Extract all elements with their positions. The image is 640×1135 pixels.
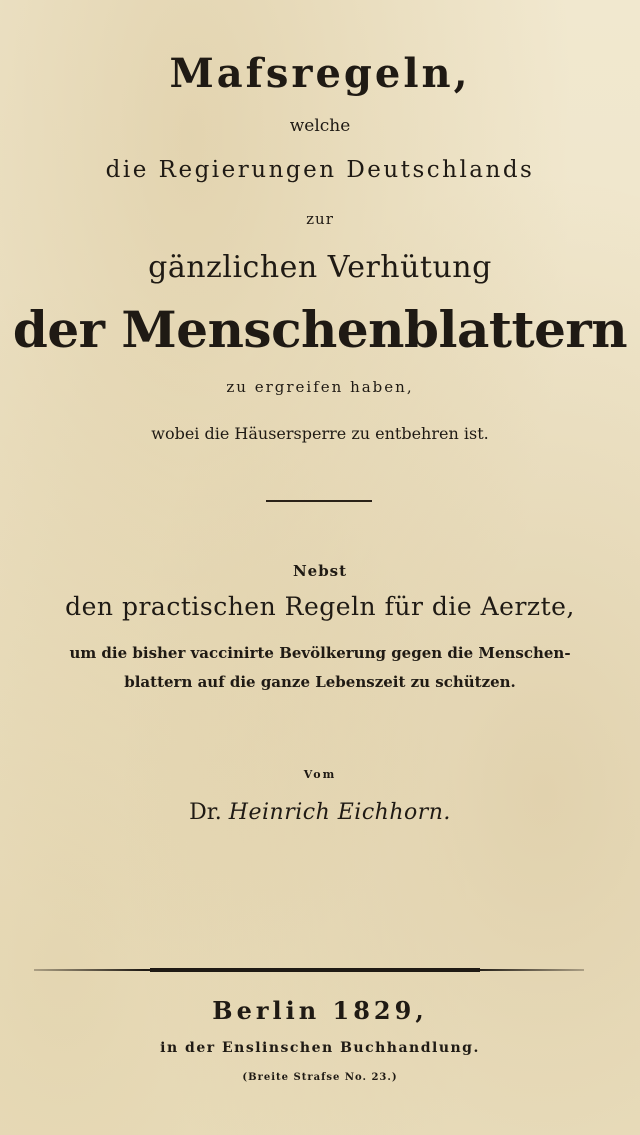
subtitle-welche: welche	[289, 116, 351, 136]
practical-rules-line: den practischen Regeln für die Aerzte,	[65, 592, 575, 621]
author-line	[0, 800, 640, 825]
vaccination-line-2: blattern auf die ganze Lebenszeit zu schützen.	[124, 673, 516, 691]
place-year: Berlin 1829,	[212, 996, 428, 1025]
nebst-label: Nebst	[292, 562, 348, 580]
subtitle-regierungen: die Regierungen Deutschlands	[105, 157, 535, 183]
subtitle-zur: zur	[306, 210, 334, 228]
subtitle-ergreifen: zu ergreifen haben,	[226, 378, 414, 396]
subtitle-haeusersperre: wobei die Häusersperre zu entbehren ist.	[151, 424, 489, 443]
publisher: in der Enslinschen Buchhandlung.	[160, 1040, 480, 1056]
publisher-address: (Breite Strafse No. 23.)	[242, 1072, 398, 1083]
author-name: Heinrich Eichhorn.	[228, 800, 451, 825]
vom-label: Vom	[303, 768, 337, 781]
title: Mafsregeln,	[169, 50, 471, 97]
subtitle-verhuetung: gänzlichen Verhütung	[148, 250, 492, 285]
main-heading: der Menschenblattern	[12, 300, 628, 359]
vaccination-line-1: um die bisher vaccinirte Bevölkerung gegen die Menschen-	[69, 644, 571, 662]
section-divider	[266, 500, 372, 502]
imprint-divider-thick	[150, 968, 480, 972]
author-prefix: Dr.	[189, 800, 222, 825]
